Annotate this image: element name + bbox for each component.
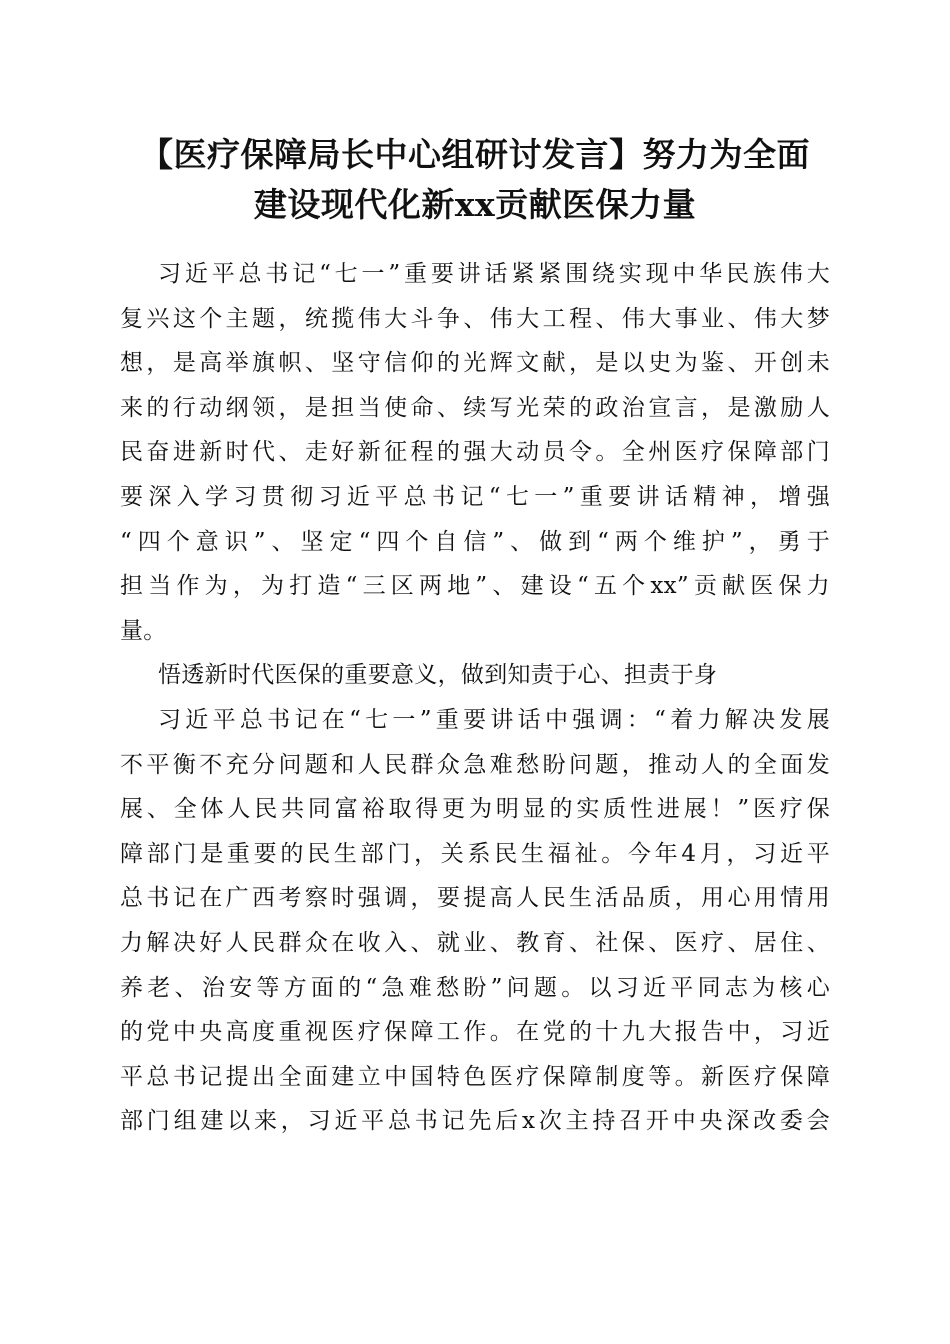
paragraph-line: 力解决好人民群众在收入、就业、教育、社保、医疗、居住、 xyxy=(120,929,830,956)
paragraph-line: “四个意识”、坚定“四个自信”、做到“两个维护”，勇于 xyxy=(120,528,830,555)
paragraph-line: 养老、治安等方面的“急难愁盼”问题。以习近平同志为核心 xyxy=(120,974,830,1001)
paragraph-line: 量。 xyxy=(120,617,167,644)
paragraph-line: 习近平总书记在“七一”重要讲话中强调：“着力解决发展 xyxy=(158,706,830,733)
paragraph-line: 复兴这个主题，统揽伟大斗争、伟大工程、伟大事业、伟大梦 xyxy=(120,305,830,332)
title-line: 【医疗保障局长中心组研讨发言】努力为全面 xyxy=(140,135,810,174)
paragraph-line: 习近平总书记“七一”重要讲话紧紧围绕实现中华民族伟大 xyxy=(158,261,830,287)
paragraph-line: 平总书记提出全面建立中国特色医疗保障制度等。新医疗保障 xyxy=(120,1063,830,1090)
paragraph-line: 总书记在广西考察时强调，要提高人民生活品质，用心用情用 xyxy=(120,885,830,912)
title-line: 建设现代化新xx贡献医保力量 xyxy=(253,185,697,224)
section-heading: 悟透新时代医保的重要意义，做到知责于心、担责于身 xyxy=(158,662,718,689)
paragraph-line: 不平衡不充分问题和人民群众急难愁盼问题，推动人的全面发 xyxy=(120,751,830,778)
paragraph-line: 展、全体人民共同富裕取得更为明显的实质性进展！”医疗保 xyxy=(120,796,830,823)
paragraph-line: 要深入学习贯彻习近平总书记“七一”重要讲话精神，增强 xyxy=(120,483,830,510)
paragraph-line: 想，是高举旗帜、坚守信仰的光辉文献，是以史为鉴、开创未 xyxy=(120,350,830,377)
document-title xyxy=(100,130,850,230)
paragraph-line: 担当作为，为打造“三区两地”、建设“五个xx”贡献医保力 xyxy=(120,573,830,600)
paragraph-line: 的党中央高度重视医疗保障工作。在党的十九大报告中，习近 xyxy=(120,1019,830,1046)
document-body xyxy=(120,252,830,1144)
paragraph-line: 来的行动纲领，是担当使命、续写光荣的政治宣言，是激励人 xyxy=(120,394,830,421)
paragraph-line: 部门组建以来，习近平总书记先后x次主持召开中央深改委会 xyxy=(120,1108,830,1135)
paragraph-line: 障部门是重要的民生部门，关系民生福祉。今年4月，习近平 xyxy=(120,840,830,867)
paragraph-line: 民奋进新时代、走好新征程的强大动员令。全州医疗保障部门 xyxy=(120,439,830,466)
